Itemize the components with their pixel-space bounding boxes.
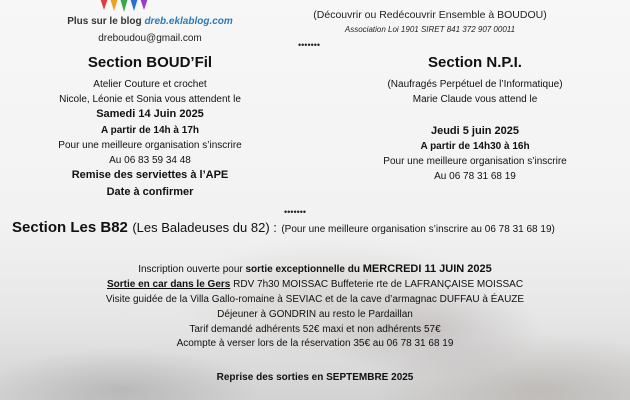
bouldfil-date: Samedi 14 Juin 2025	[96, 108, 204, 120]
b82-line3: Visite guidée de la Villa Gallo-romaine à SEVIAC et de la cave d’armagnac DUFFAU à ÉAUZE	[105, 294, 525, 305]
b82-line2	[0, 279, 630, 290]
colorful-logo-icon	[80, 0, 170, 12]
ornament-divider: •••••••	[284, 207, 307, 217]
b82-title-paren: (Les Baladeuses du 82) :	[132, 220, 277, 235]
npi-subtitle: (Naufragés Perpétuel de l’Informatique)	[387, 79, 563, 90]
npi-title: Section N.P.I.	[428, 54, 522, 71]
b82-line1-bold: sortie exceptionnelle du	[245, 264, 363, 275]
blog-link-line	[55, 16, 245, 27]
npi-phone: Au 06 78 31 68 19	[434, 171, 516, 182]
b82-line1	[0, 263, 630, 275]
npi-signup: Pour une meilleure organisation s’inscrire	[383, 156, 567, 167]
b82-line1-date: MERCREDI 11 JUIN 2025	[362, 263, 492, 275]
b82-line2-rest: RDV 7h30 MOISSAC Buffeterie rte de LAFRANÇAISE MOISSAC	[230, 279, 524, 290]
b82-line4: Déjeuner à GONDRIN au resto le Pardaillan	[217, 309, 413, 320]
bouldfil-title: Section BOUD’Fil	[87, 54, 213, 71]
b82-footer: Reprise des sorties en SEPTEMBRE 2025	[216, 372, 414, 383]
bouldfil-line2: Nicole, Léonie et Sonia vous attendent le	[59, 94, 241, 105]
blog-prefix: Plus sur le blog	[67, 16, 145, 27]
b82-header	[12, 219, 555, 237]
ornament-divider: •••••••	[298, 40, 321, 50]
bouldfil-signup: Pour une meilleure organisation s’inscrire	[58, 140, 242, 151]
b82-line2-bold: Sortie en car dans le Gers	[106, 279, 231, 290]
npi-time: A partir de 14h30 à 16h	[420, 141, 530, 152]
b82-signup: (Pour une meilleure organisation s’inscrire au 06 78 31 68 19)	[281, 224, 555, 235]
bouldfil-line1: Atelier Couture et crochet	[93, 79, 207, 90]
b82-line6: Acompte à verser lors de la réservation 35€ au 06 78 31 68 19	[176, 338, 454, 349]
b82-line5: Tarif demandé adhérents 52€ maxi et non adhérents 57€	[189, 324, 441, 335]
association-tagline	[300, 9, 560, 21]
blog-url-link[interactable]: dreb.eklablog.com	[144, 16, 233, 27]
association-registration: Association Loi 1901 SIRET 841 372 907 00011	[344, 25, 516, 34]
bouldfil-phone: Au 06 83 59 34 48	[109, 155, 191, 166]
bouldfil-time: A partir de 14h à 17h	[101, 125, 199, 136]
bouldfil-note2: Date à confirmer	[106, 186, 194, 198]
npi-line1: Marie Claude vous attend le	[412, 94, 538, 105]
email-address[interactable]: dreboudou@gmail.com	[98, 33, 202, 44]
tagline-text: (Découvrir ou Redécouvrir Ensemble à BOUDOU)	[313, 9, 547, 21]
b82-title: Section Les B82	[12, 219, 128, 236]
npi-date: Jeudi 5 juin 2025	[430, 125, 520, 137]
b82-line1-prefix: Inscription ouverte pour	[138, 264, 246, 275]
bouldfil-note1: Remise des serviettes à l’APE	[71, 169, 229, 181]
